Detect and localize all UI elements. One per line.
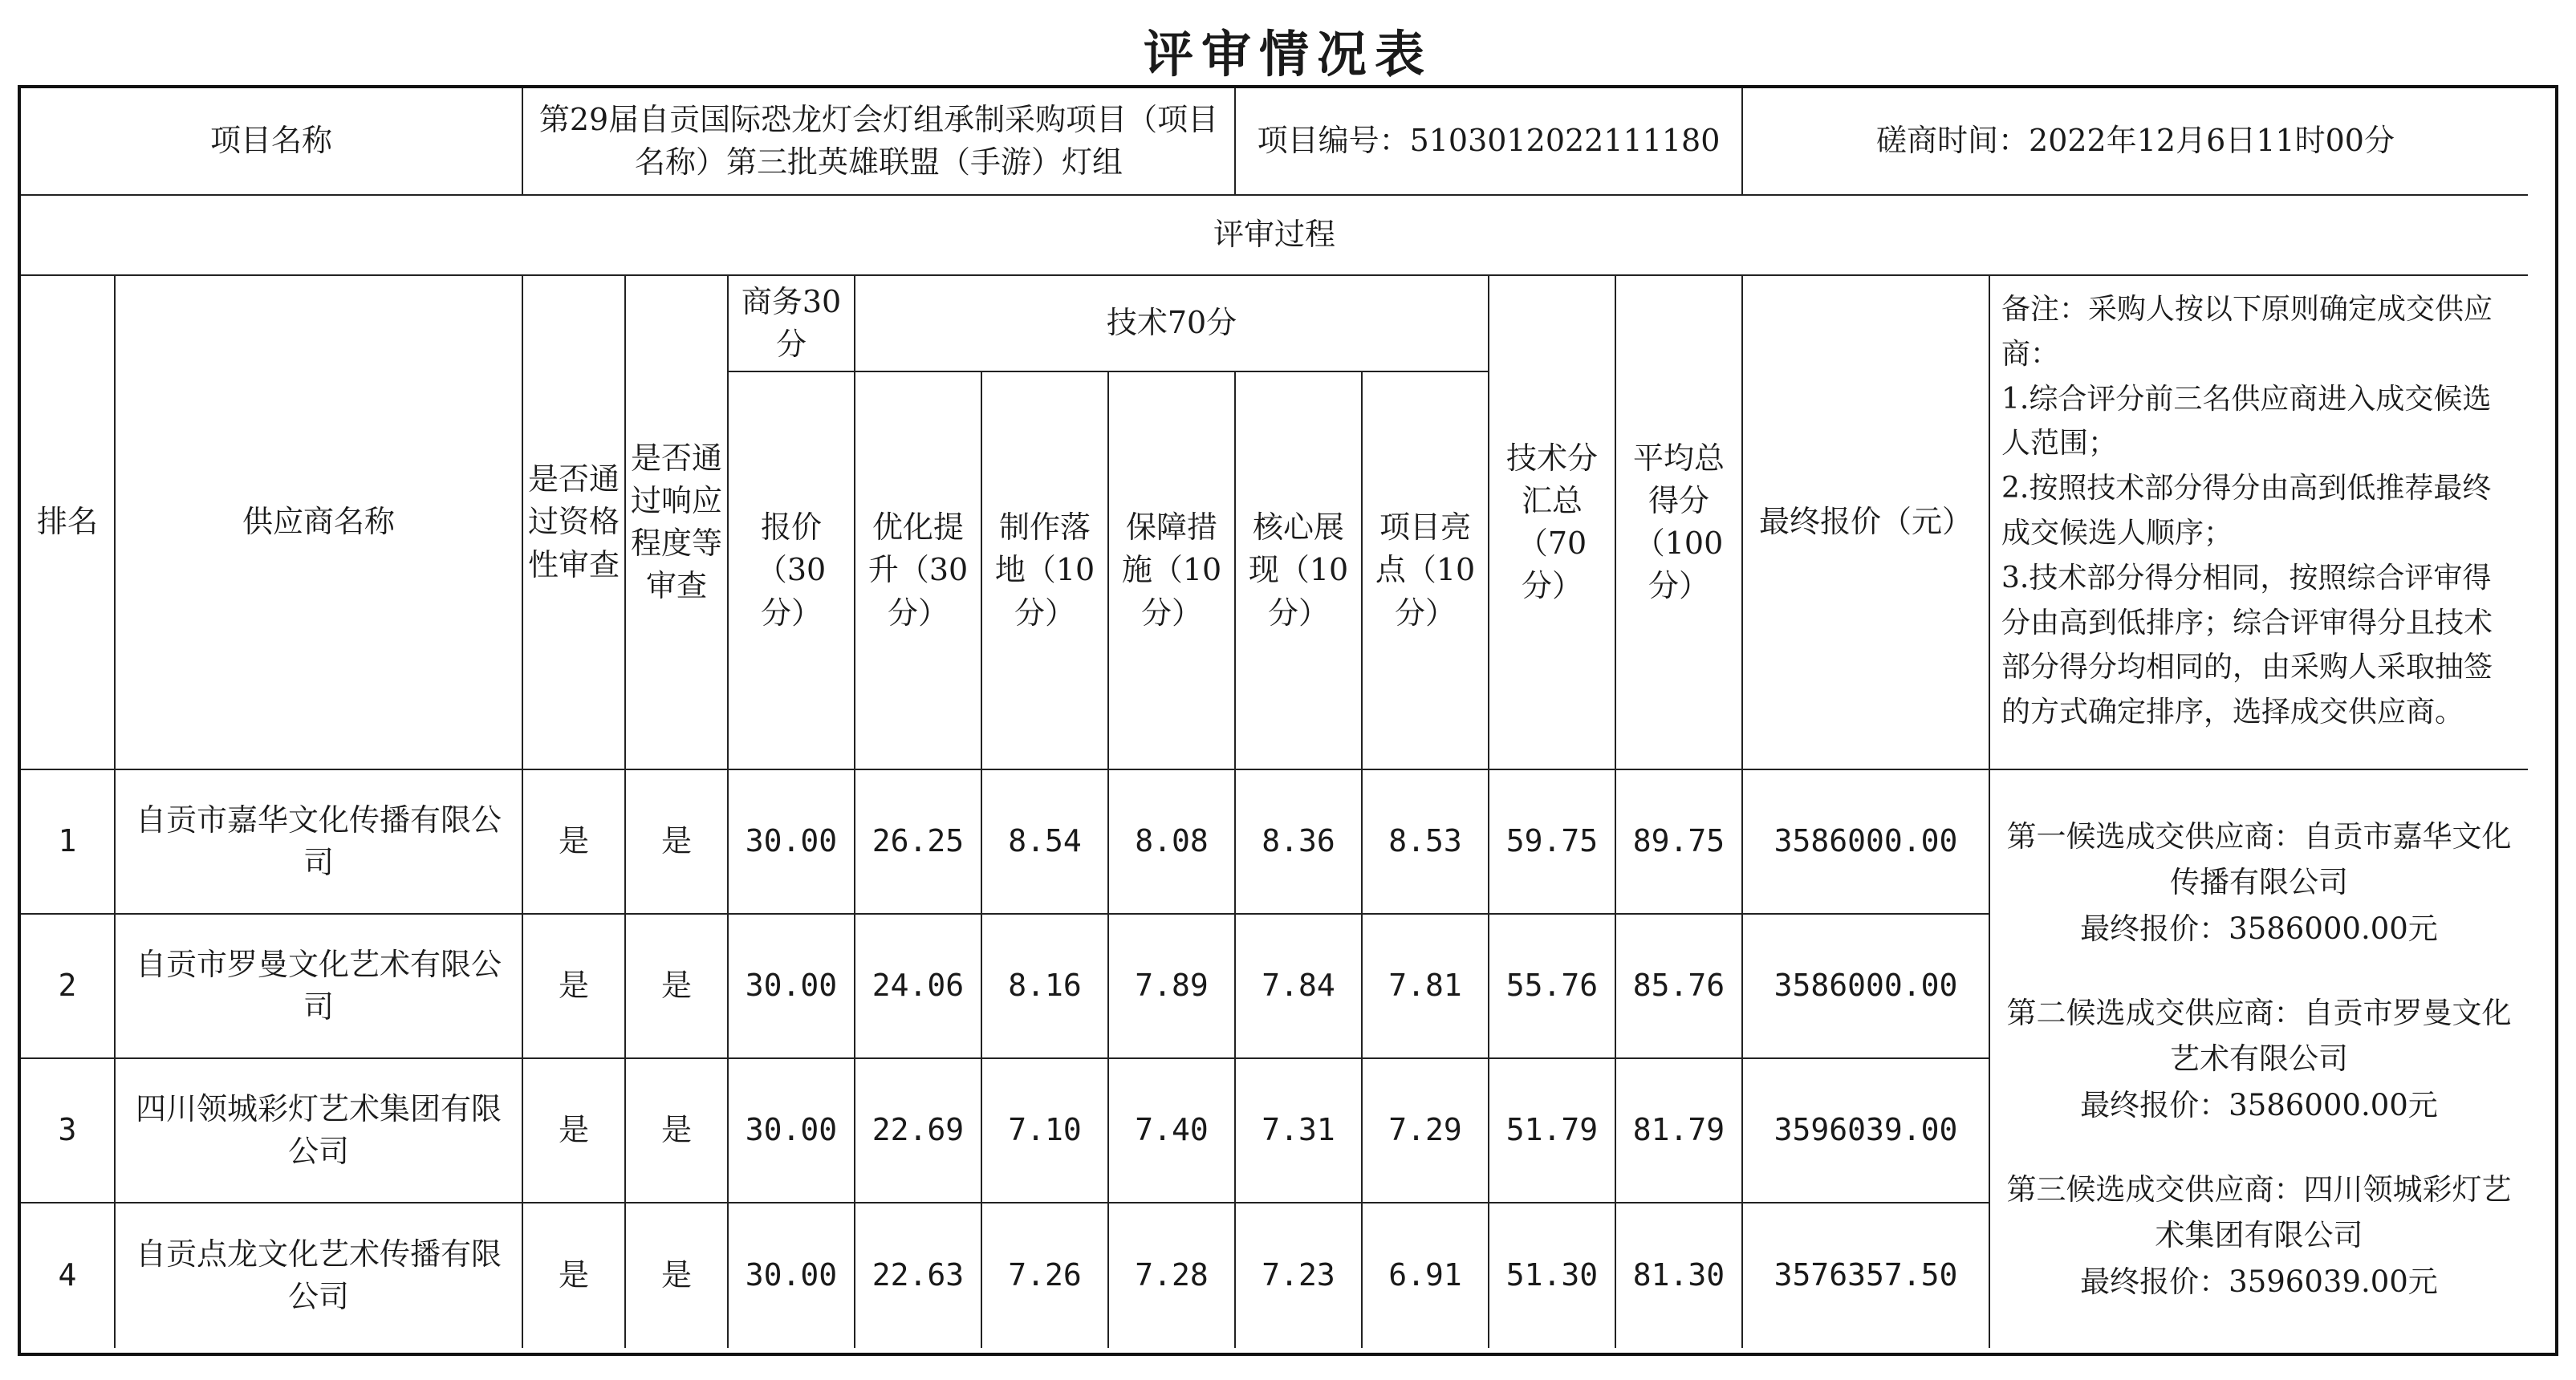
negotiation-time: 磋商时间：2022年12月6日11时00分 xyxy=(1743,88,2528,196)
row-4-qualification: 是 xyxy=(523,1203,626,1348)
row-4-final-price: 3576357.50 xyxy=(1743,1203,1990,1348)
row-4-tech-total: 51.30 xyxy=(1489,1203,1616,1348)
review-process-label: 评审过程 xyxy=(21,196,2528,276)
project-number: 项目编号：5103012022111180 xyxy=(1236,88,1743,196)
row-4-guarantee: 7.28 xyxy=(1109,1203,1236,1348)
header-price: 报价（30分） xyxy=(729,372,855,770)
row-2-optimization: 24.06 xyxy=(855,915,982,1059)
row-3-production: 7.10 xyxy=(982,1059,1109,1203)
header-responsiveness: 是否通过响应程度等审查 xyxy=(626,276,729,770)
candidate-1 xyxy=(2006,814,2512,952)
row-2-responsiveness: 是 xyxy=(626,915,729,1059)
row-2-production: 8.16 xyxy=(982,915,1109,1059)
header-optimization: 优化提升（30分） xyxy=(855,372,982,770)
candidate-2-title: 第二候选成交供应商：自贡市罗曼文化艺术有限公司 xyxy=(2006,995,2512,1077)
row-1-core-display: 8.36 xyxy=(1236,770,1363,915)
project-name-label: 项目名称 xyxy=(21,88,523,196)
candidate-2-price: 最终报价：3586000.00元 xyxy=(2080,1087,2438,1122)
candidate-3-title: 第三候选成交供应商：四川领城彩灯艺术集团有限公司 xyxy=(2006,1171,2512,1253)
candidate-2 xyxy=(2006,990,2512,1128)
candidate-3 xyxy=(2006,1167,2512,1305)
row-1-production: 8.54 xyxy=(982,770,1109,915)
row-1-final-price: 3586000.00 xyxy=(1743,770,1990,915)
row-1-highlights: 8.53 xyxy=(1363,770,1489,915)
remark-line: 2.按照技术部分得分由高到低推荐最终成交候选人顺序； xyxy=(2001,472,2492,550)
header-supplier: 供应商名称 xyxy=(116,276,523,770)
row-3-optimization: 22.69 xyxy=(855,1059,982,1203)
row-4-price: 30.00 xyxy=(729,1203,855,1348)
remark-line: 备注：采购人按以下原则确定成交供应商： xyxy=(2001,293,2493,371)
row-2-tech-total: 55.76 xyxy=(1489,915,1616,1059)
candidate-3-price: 最终报价：3596039.00元 xyxy=(2080,1264,2438,1299)
row-1-price: 30.00 xyxy=(729,770,855,915)
row-4-core-display: 7.23 xyxy=(1236,1203,1363,1348)
row-2-supplier: 自贡市罗曼文化艺术有限公司 xyxy=(116,915,523,1059)
header-rank: 排名 xyxy=(21,276,116,770)
row-2-rank: 2 xyxy=(21,915,116,1059)
row-3-supplier: 四川领城彩灯艺术集团有限公司 xyxy=(116,1059,523,1203)
page-title: 评审情况表 xyxy=(1143,25,1432,83)
row-3-qualification: 是 xyxy=(523,1059,626,1203)
header-technical-group: 技术70分 xyxy=(855,276,1489,372)
row-4-optimization: 22.63 xyxy=(855,1203,982,1348)
row-1-responsiveness: 是 xyxy=(626,770,729,915)
header-qualification: 是否通过资格性审查 xyxy=(523,276,626,770)
row-1-supplier: 自贡市嘉华文化传播有限公司 xyxy=(116,770,523,915)
row-3-price: 30.00 xyxy=(729,1059,855,1203)
remark-line: 3.技术部分得分相同，按照综合评审得分由高到低排序；综合评审得分且技术部分得分均相同的，由采购人采取抽签的方式确定排序，选择成交供应商。 xyxy=(2001,561,2493,729)
row-3-responsiveness: 是 xyxy=(626,1059,729,1203)
project-name-value: 第29届自贡国际恐龙灯会灯组承制采购项目（项目名称）第三批英雄联盟（手游）灯组 xyxy=(523,88,1236,196)
row-2-qualification: 是 xyxy=(523,915,626,1059)
header-core-display: 核心展现（10分） xyxy=(1236,372,1363,770)
remarks-note xyxy=(1990,276,2528,770)
header-tech-total: 技术分汇总（70分） xyxy=(1489,276,1616,770)
row-4-responsiveness: 是 xyxy=(626,1203,729,1348)
row-1-tech-total: 59.75 xyxy=(1489,770,1616,915)
row-2-core-display: 7.84 xyxy=(1236,915,1363,1059)
header-production: 制作落地（10分） xyxy=(982,372,1109,770)
review-table xyxy=(18,85,2558,1356)
row-3-guarantee: 7.40 xyxy=(1109,1059,1236,1203)
candidate-1-title: 第一候选成交供应商：自贡市嘉华文化传播有限公司 xyxy=(2006,818,2512,900)
header-guarantee: 保障措施（10分） xyxy=(1109,372,1236,770)
row-4-highlights: 6.91 xyxy=(1363,1203,1489,1348)
remark-line: 1.综合评分前三名供应商进入成交候选人范围； xyxy=(2001,382,2492,461)
row-4-supplier: 自贡点龙文化艺术传播有限公司 xyxy=(116,1203,523,1348)
row-3-highlights: 7.29 xyxy=(1363,1059,1489,1203)
header-final-price: 最终报价（元） xyxy=(1743,276,1990,770)
row-1-optimization: 26.25 xyxy=(855,770,982,915)
row-2-price: 30.00 xyxy=(729,915,855,1059)
row-4-avg-total: 81.30 xyxy=(1616,1203,1743,1348)
row-1-rank: 1 xyxy=(21,770,116,915)
row-1-qualification: 是 xyxy=(523,770,626,915)
candidate-results xyxy=(1990,770,2528,1348)
candidate-1-price: 最终报价：3586000.00元 xyxy=(2080,911,2438,946)
row-3-rank: 3 xyxy=(21,1059,116,1203)
row-4-rank: 4 xyxy=(21,1203,116,1348)
row-3-final-price: 3596039.00 xyxy=(1743,1059,1990,1203)
header-avg-total: 平均总得分（100分） xyxy=(1616,276,1743,770)
row-1-avg-total: 89.75 xyxy=(1616,770,1743,915)
row-2-final-price: 3586000.00 xyxy=(1743,915,1990,1059)
row-2-highlights: 7.81 xyxy=(1363,915,1489,1059)
row-1-guarantee: 8.08 xyxy=(1109,770,1236,915)
header-business-group: 商务30分 xyxy=(729,276,855,372)
row-3-avg-total: 81.79 xyxy=(1616,1059,1743,1203)
row-3-core-display: 7.31 xyxy=(1236,1059,1363,1203)
header-highlights: 项目亮点（10分） xyxy=(1363,372,1489,770)
row-2-avg-total: 85.76 xyxy=(1616,915,1743,1059)
row-4-production: 7.26 xyxy=(982,1203,1109,1348)
row-3-tech-total: 51.79 xyxy=(1489,1059,1616,1203)
row-2-guarantee: 7.89 xyxy=(1109,915,1236,1059)
